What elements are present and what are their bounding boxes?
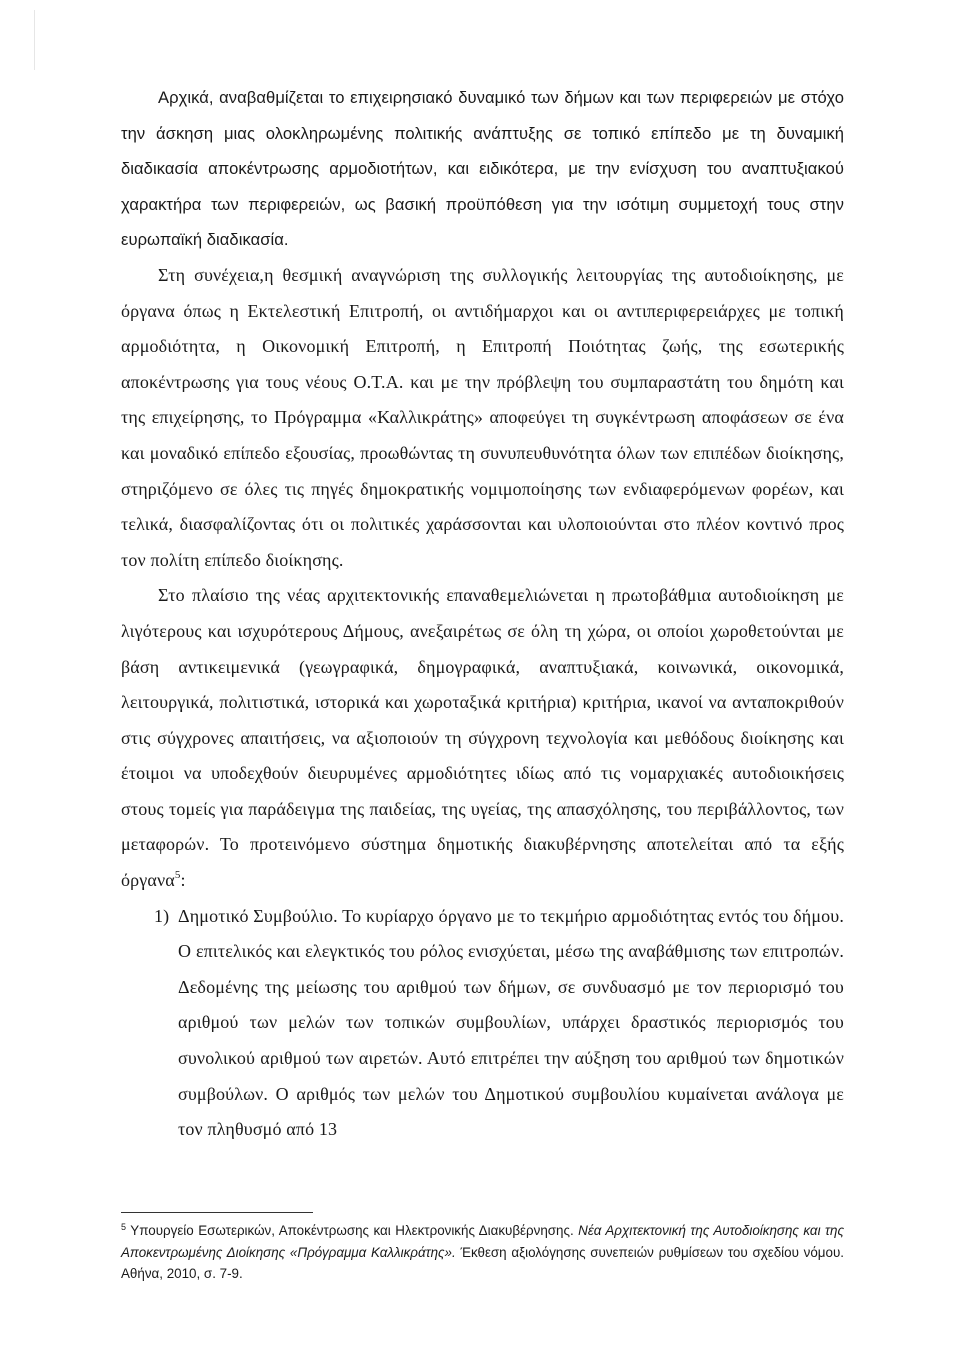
- paragraph-2: Στη συνέχεια,η θεσμική αναγνώριση της συλλογικής λειτουργίας της αυτοδιοίκησης, με όργανα όπως η Εκτελεστική Επιτροπή, οι αντιδήμαρχοι και οι αντιπεριφερειάρχες με τοπική αρμοδιότητα, η Οικονομική Επιτροπή, η Επιτροπή Ποιότητας ζωής, της εσωτερικής αποκέντρωσης για τους νέους Ο.Τ.Α. και με την πρόβλεψη του συμπαραστάτη του δημότη και της επιχείρησης, το Πρόγραμμα «Καλλικράτης» αποφεύγει τη συγκέντρωση αποφάσεων σε ένα και μοναδικό επίπεδο εξουσίας, προωθώντας τη συνυπευθυνότητα όλων των επιπέδων διοίκησης, στηριζόμενο σε όλες τις πηγές δημοκρατικής νομιμοποίησης των ενδιαφερόμενων φορέων, και τελικά, διασφαλίζοντας ότι οι πολιτικές χαράσσονται και υλοποιούνται στο πλέον κοντινό προς τον πολίτη επίπεδο διοίκησης.: [121, 264, 844, 570]
- organs-list: [121, 899, 844, 1148]
- footnote-number: 5: [121, 1222, 127, 1232]
- scan-edge-mark: [34, 10, 35, 70]
- footnote-text-regular-1: Υπουργείο Εσωτερικών, Αποκέντρωσης και Ηλεκτρονικής Διακυβέρνησης.: [126, 1223, 579, 1238]
- paragraph-3: [121, 578, 844, 898]
- list-item-text: Δημοτικό Συμβούλιο. Το κυρίαρχο όργανο με το τεκμήριο αρμοδιότητας εντός του δήμου. Ο επιτελικός και ελεγκτικός του ρόλος ενισχύεται, μέσω της αναβάθμισης των επιτροπών. Δεδομένης της μείωσης του αριθμού των δήμων, σε συνδυασμό με τον περιορισμό του αριθμού των μελών των τοπικών συμβουλίων, υπάρχει δραστικός περιορισμός του συνολικού αριθμού των αιρετών. Αυτό επιτρέπει την αύξηση του αριθμού των δημοτικών συμβούλων. Ο αριθμός των μελών του Δημοτικού συμβουλίου κυμαίνεται ανάλογα με τον πληθυσμό από 13: [178, 905, 844, 1140]
- footnote-reference[interactable]: 5: [174, 869, 181, 882]
- paragraph-3-end: :: [180, 870, 186, 891]
- paragraph-3-text: Στο πλαίσιο της νέας αρχιτεκτονικής επαναθεμελιώνεται η πρωτοβάθμια αυτοδιοίκηση με λιγότερους και ισχυρότερους Δήμους, ανεξαιρέτως σε όλη τη χώρα, οι οποίοι χωροθετούνται με βάση αντικειμενικά (γεωγραφικά, δημογραφικά, αναπτυξιακά, κοινωνικά, οικονομικά, λειτουργικά, πολιτιστικά, ιστορικά και χωροταξικά κριτήρια) κριτήρια, ικανοί να ανταποκριθούν στις σύγχρονες απαιτήσεις, να αξιοποιούν τη σύγχρονη τεχνολογία και μεθόδους διοίκησης και έτοιμοι να υποδεχθούν διευρυμένες αρμοδιότητες ιδίως από τις νομαρχιακές αυτοδιοικήσεις στους τομείς για παράδειγμα της παιδείας, της υγείας, της απασχόλησης, του περιβάλλοντος, των μεταφορών. Το προτεινόμενο σύστημα δημοτικής διακυβέρνησης αποτελείται από τα εξής όργανα: [121, 585, 844, 891]
- paragraph-1: Αρχικά, αναβαθμίζεται το επιχειρησιακό δυναμικό των δήμων και των περιφερειών με στόχο την άσκηση μιας ολοκληρωμένης πολιτικής ανάπτυξης σε τοπικό επίπεδο με τη δυναμική διαδικασία αποκέντρωσης αρμοδιοτήτων, και ειδικότερα, με την ενίσχυση του αναπτυξιακού χαρακτήρα των περιφερειών, ως βασική προϋπόθεση για την ισότιμη συμμετοχή τους στην ευρωπαϊκή διαδικασία.: [121, 88, 844, 250]
- list-item: [121, 899, 844, 1148]
- footnote-text-italic: Νέα Αρχιτεκτονική της Αυτοδιοίκησης και της Αποκεντρωμένης Διοίκησης «Πρόγραμμα Καλλικράτης».: [121, 1223, 844, 1260]
- list-item-number: 1): [154, 905, 170, 926]
- footnote-text-regular-2: Έκθεση αξιολόγησης συνεπειών ρυθμίσεων του σχεδίου νόμου. Αθήνα, 2010, σ. 7-9.: [121, 1244, 844, 1281]
- body-text: [121, 80, 844, 1148]
- footnote: [121, 1220, 844, 1285]
- footnote-separator: [121, 1212, 313, 1213]
